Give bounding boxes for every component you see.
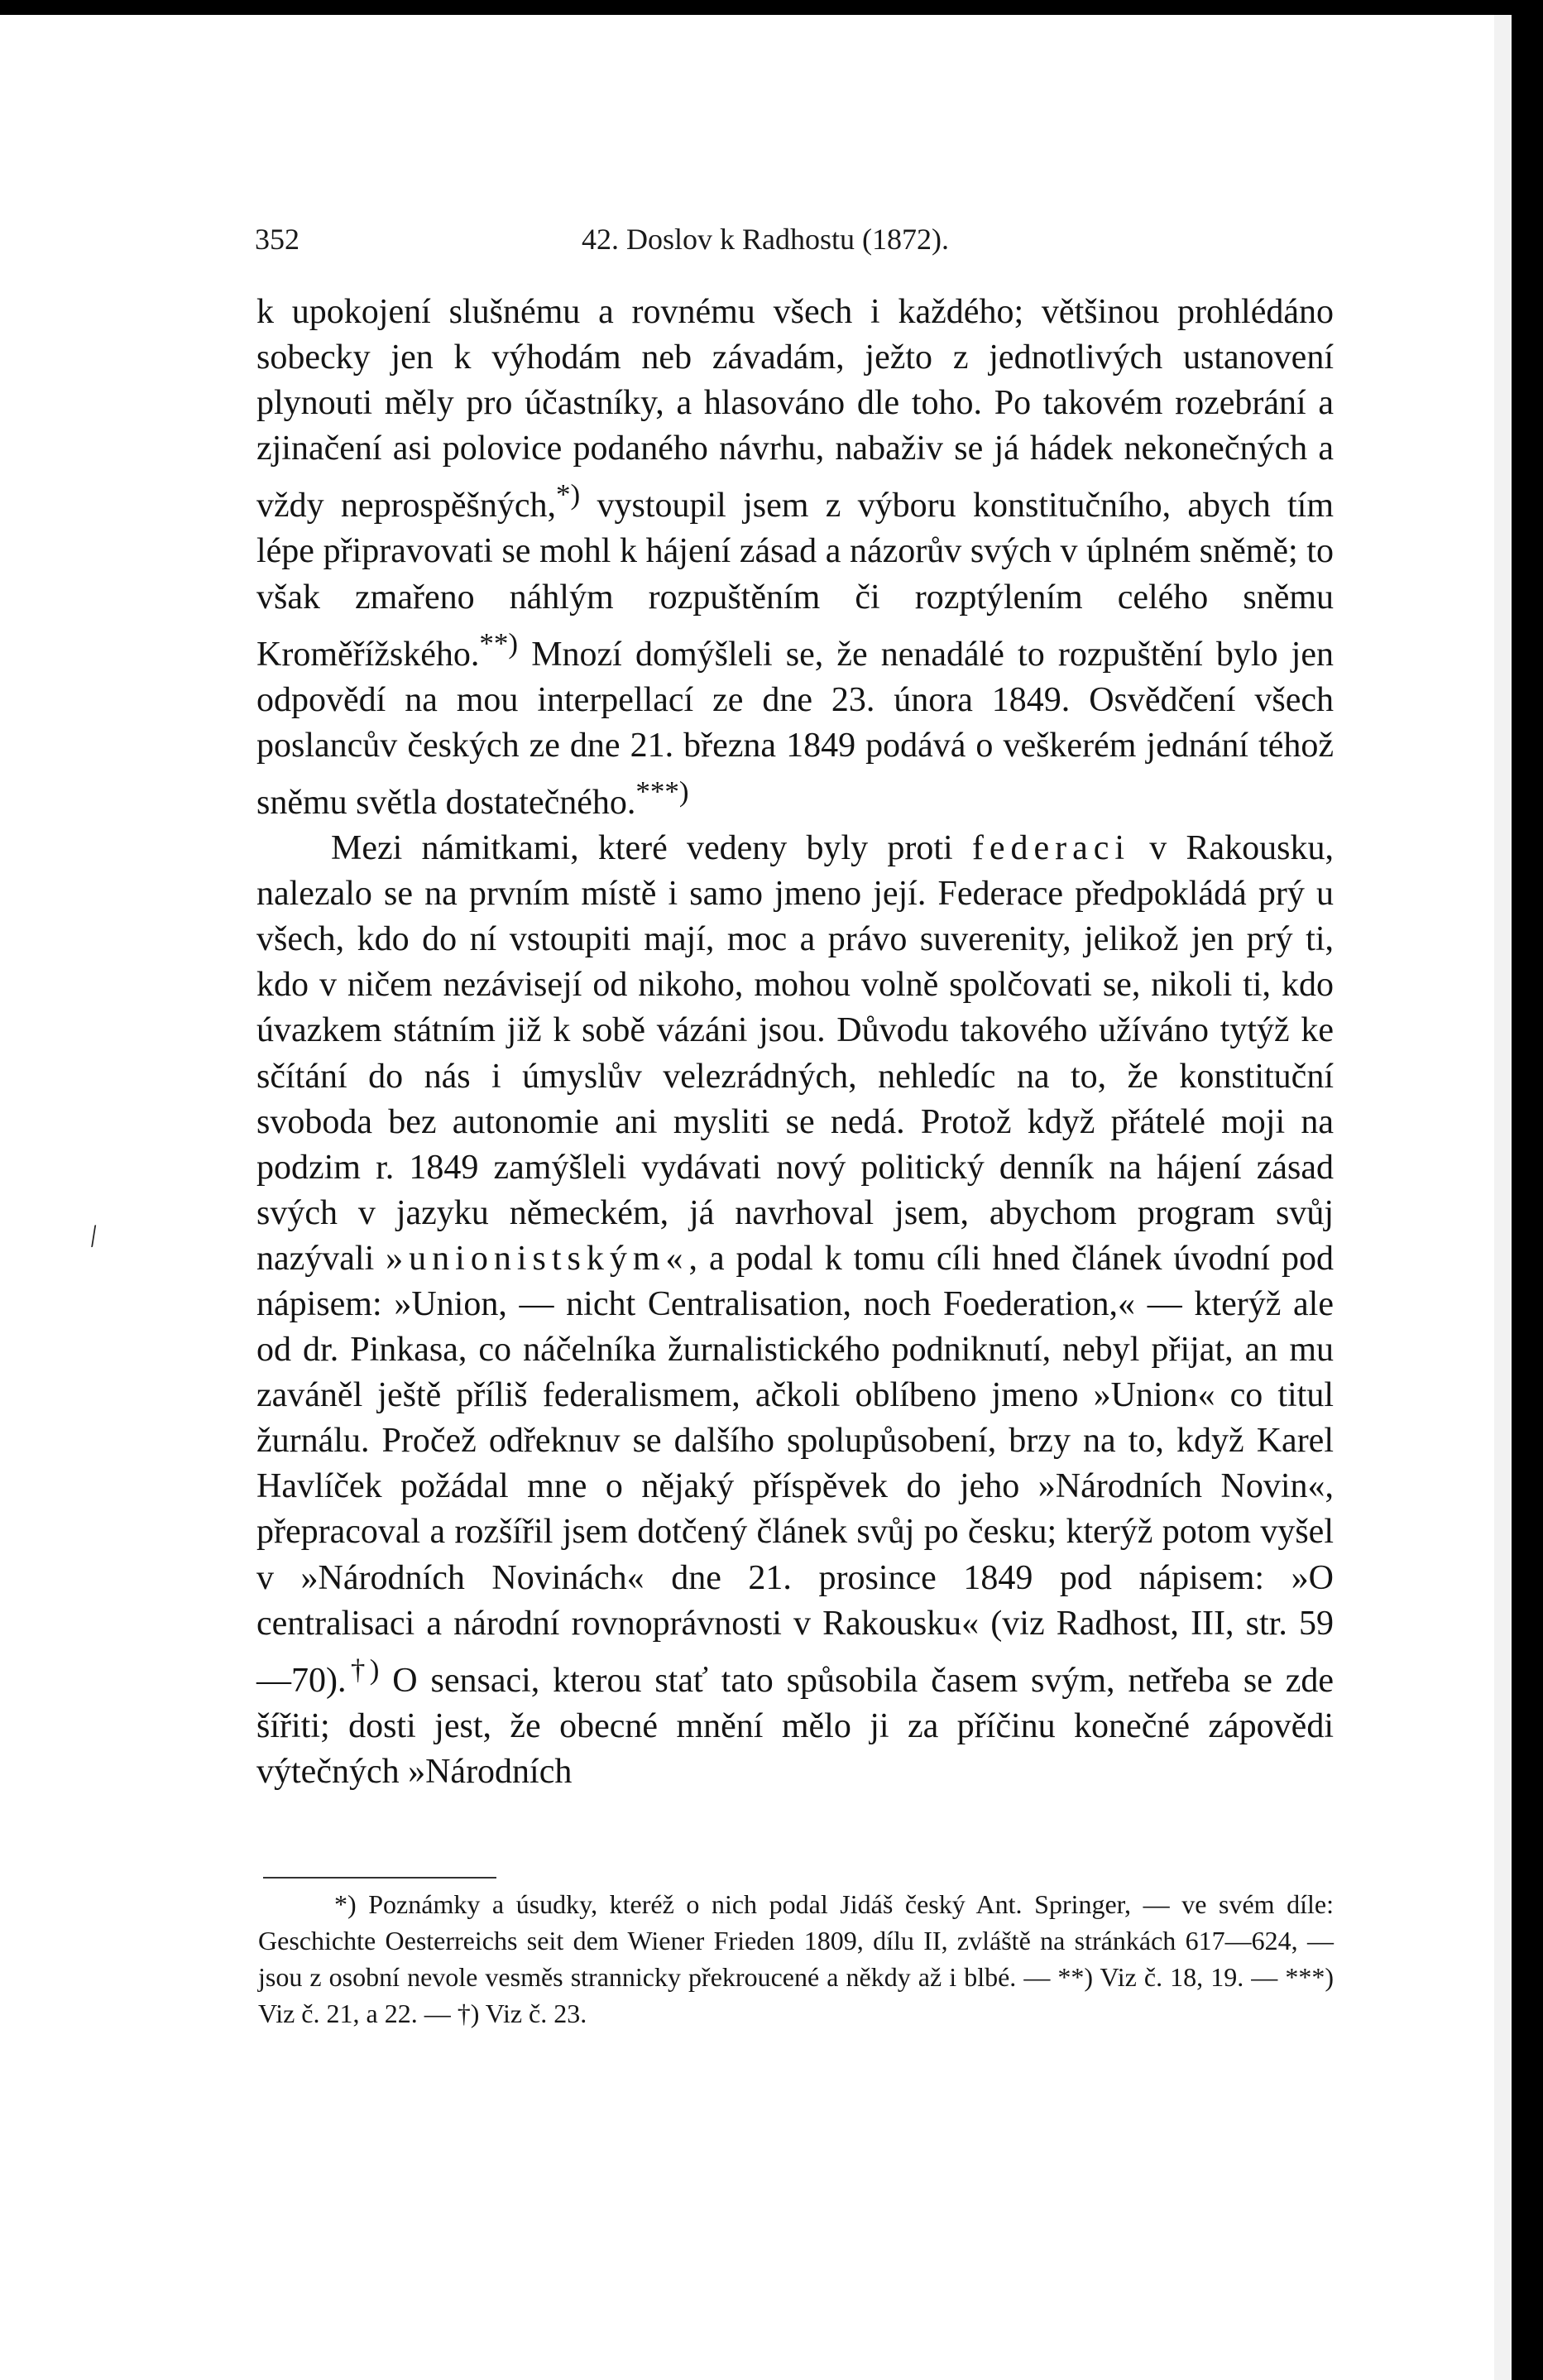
scan-border — [1512, 15, 1543, 2380]
chapter-title: 42. Doslov k Radhostu (1872). — [582, 223, 949, 256]
spaced-emphasis: federaci — [971, 829, 1131, 868]
footnote-ref: **) — [479, 626, 519, 660]
page-gutter — [1494, 15, 1512, 2380]
footnote-ref: ***) — [635, 775, 689, 808]
margin-mark: / — [86, 1218, 102, 1255]
footnote-ref: †) — [346, 1653, 380, 1686]
paragraph-2: Mezi námitkami, které vedeny byly proti federaci v Rakousku, nalezalo se na prvním místě i samo jmeno její. Federace předpokládá prý u všech, kdo do ní vstoupiti mají, moc a právo suverenity, jelikož jen prý ti, kdo v ničem nezávisejí od nikoho, mohou volně spolčovati se, nikoli ti, kdo úvazkem státním již k sobě vázáni jsou. Důvodu takového užíváno tytýž ke sčítání do nás i úmyslův velezrádných, nehledíc na to, že konstituční svoboda bez autonomie ani mysliti se nedá. Protož když přátelé moji na podzim r. 1849 zamýšleli vydávati nový politický denník na hájení zásad svých v jazyku německém, já navrhoval jsem, abychom program svůj nazývali »unionistským«, a podal k tomu cíli hned článek úvodní pod nápisem: »Union, — nicht Centralisation, noch Foederation,« — kterýž ale od dr. Pinkasa, co náčelníka žurnalistického podniknutí, nebyl přijat, an mu zaváněl ještě příliš federalismem, ačkoli oblíbeno jmeno »Union« co titul žurnálu. Pročež odřeknuv se dalšího spolupůsobení, brzy na to, když Karel Havlíček požádal mne o nějaký příspěvek do jeho »Národních Novin«, přepracoval a rozšířil jsem dotčený článek svůj po česku; kterýž potom vyšel v »Národních Novinách« dne 21. prosince 1849 pod nápisem: »O centralisaci a národní rovnoprávnosti v Rakousku« (viz Radhost, III, str. 59—70).†) O sensaci, kterou stať tato spůsobila časem svým, netřeba se zde šířiti; dosti jest, že obecné mnění mělo ji za příčinu konečné zápovědi výtečných »Národních — [256, 829, 1335, 1791]
page-number: 352 — [255, 223, 299, 256]
footnotes — [258, 1886, 1334, 2032]
paragraph-1: k upokojení slušnému a rovnému všech i každého; většinou prohlédáno sobecky jen k výhodám neb závadám, ježto z jednotlivých ustanovení plynouti měly pro účastníky, a hlasováno dle toho. Po takovém rozebrání a zjinačení asi polovice podaného návrhu, nabaživ se já hádek nekonečných a vždy neprospěšných,*) vystoupil jsem z výboru konstitučního, abych tím lépe připravovati se mohl k hájení zásad a názorův svých v úplném sněmě; to však zmařeno náhlým rozpuštěním či rozptýlením celého sněmu Kroměřížského.**) Mnozí domýšleli se, že nenadálé to rozpuštění bylo jen odpovědí na mou interpellací ze dne 23. února 1849. Osvědčení všech poslancův českých ze dne 21. března 1849 podává o veškerém jednání téhož sněmu světla dostatečného.***) — [256, 293, 1334, 822]
running-head — [255, 222, 1330, 258]
spaced-emphasis: »unionistským« — [386, 1239, 689, 1278]
footnote-ref: *) — [556, 478, 581, 511]
footnote-rule — [263, 1877, 496, 1879]
footnote-text: *) Poznámky a úsudky, kteréž o nich podal Jidáš český Ant. Springer, — ve svém díle: Geschichte Oesterreichs seit dem Wiener Frieden 1809, dílu II, zvláště na stránkách 617—624, — jsou z osobní nevole vesměs strannicky překroucené a někdy až i blbé. — **) Viz č. 18, 19. — ***) Viz č. 21, a 22. — †) Viz č. 23. — [258, 1889, 1334, 2028]
body-text — [256, 290, 1334, 1795]
